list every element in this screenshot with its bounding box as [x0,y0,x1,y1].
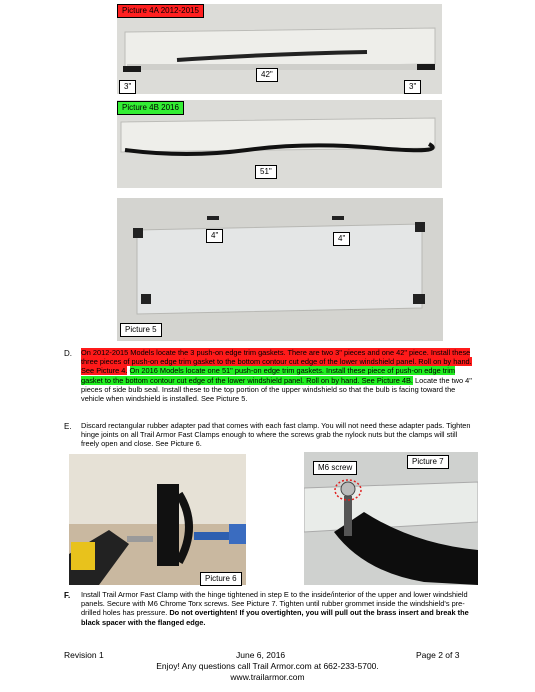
windshield-5-image [117,198,443,341]
photo-6 [69,454,246,585]
step-e-text: Discard rectangular rubber adapter pad that comes with each fast clamp. You will not need these adapter pads. Tighten hinge joints on all Trail Armor Fast Clamps enough to where the screws grab the nylock nuts but the clamps will still freely open and close. See Picture 6. [81,421,471,449]
dim-label-4in-b: 4" [333,232,350,246]
caption-picture-6: Picture 6 [200,572,242,586]
step-f-text [81,590,474,627]
step-f-warning-text: Do not overtighten! If you overtighten, you will pull out the brass insert and break the black spacer with the flanged edge. [81,608,469,627]
footer-page-number: Page 2 of 3 [416,650,460,660]
photo-5 [117,198,443,341]
callout-m6-screw: M6 screw [313,461,357,475]
step-d-letter: D. [64,349,72,358]
step-f-plain-text: Install Trail Armor Fast Clamp with the hinge tightened in step E to the inside/interior of the upper and lower windshield panels. Secure with M6 Chrome Torx screws. See Picture 7. Tighten until rubber grommet inside the windshield's pre-drilled holes has pressure. [81,590,468,618]
dim-label-42in: 42" [256,68,278,82]
dim-label-3in-left: 3" [119,80,136,94]
footer-date: June 6, 2016 [236,650,286,660]
clamp-screwdriver-image [69,454,246,585]
footer-contact: Enjoy! Any questions call Trail Armor.com at 662-233-5700. [156,661,379,671]
dim-label-3in-right: 3" [404,80,421,94]
footer-website: www.trailarmor.com [230,672,305,682]
caption-picture-4a: Picture 4A 2012-2015 [117,4,204,18]
step-e-letter: E. [64,422,72,431]
step-d-plain-text: Locate the two 4" pieces of side bulb seal. Install these to the top portion of the upper windshield so that the bulb is facing toward the vehicle when windshield is installed. See Picture 5. [81,375,472,404]
caption-picture-7: Picture 7 [407,455,449,469]
dim-label-51in: 51" [255,165,277,179]
step-f-letter: F. [64,591,71,600]
footer-revision: Revision 1 [64,650,104,660]
caption-picture-5: Picture 5 [120,323,162,337]
step-d-red-text: On 2012-2015 Models locate the 3 push-on edge trim gaskets. There are two 3" pieces and one 42" piece. Install these three pieces of push-on edge trim gasket to the bottom contour cut edge of the lower windshield panel. Roll on by hand. See Picture 4. [81,348,472,376]
step-d-text [81,348,474,403]
caption-picture-4b: Picture 4B 2016 [117,101,184,115]
dim-label-4in-a: 4" [206,229,223,243]
step-d-green-text: On 2016 Models locate one 51" push-on edge trim gaskets. Install these piece of push-on edge trim gasket to the bottom contour cut edge of the lower windshield panel. Roll on by hand. See Picture 4B. [81,366,456,385]
